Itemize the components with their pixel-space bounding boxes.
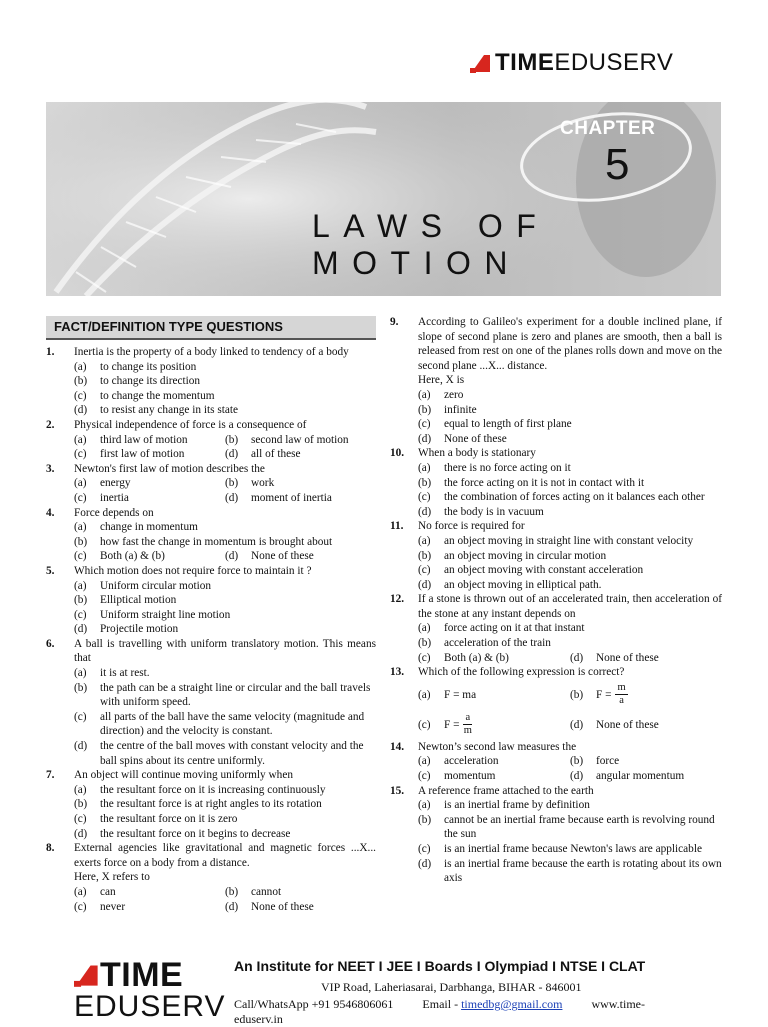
option-text: energy [100, 477, 131, 490]
option-letter: (c) [74, 448, 87, 461]
option-text: F = ma [444, 688, 477, 701]
option-text: Uniform circular motion [100, 579, 212, 592]
question-stem [390, 784, 722, 799]
option [418, 754, 570, 769]
option-letter: (c) [418, 491, 431, 504]
fraction-denominator: a [619, 695, 624, 707]
option-text: to resist any change in its state [100, 404, 239, 417]
option-letter: (a) [418, 688, 431, 701]
option-text: how fast the change in momentum is brought about [100, 535, 333, 548]
option-letter: (a) [74, 667, 87, 680]
option-text: Both (a) & (b) [444, 651, 509, 664]
option-text: is an inertial frame by definition [444, 799, 590, 812]
option [46, 710, 376, 739]
option-letter: (a) [418, 755, 431, 768]
question-text: Which motion does not require force to maintain it ? [74, 564, 312, 577]
question-item [390, 519, 722, 592]
question-item [46, 564, 376, 637]
questions-right-column [390, 315, 722, 886]
question-number: 4. [46, 506, 55, 519]
option-letter: (d) [570, 718, 584, 731]
fraction [463, 712, 472, 737]
question-item [390, 315, 722, 446]
option-letter: (b) [225, 477, 239, 490]
option-text: None of these [251, 900, 314, 913]
question-stem [46, 506, 376, 521]
option-letter: (b) [418, 476, 432, 489]
footer-logo-top [74, 958, 226, 992]
option-text: Uniform straight line motion [100, 608, 231, 621]
option [570, 754, 722, 769]
option-pair [390, 651, 722, 666]
formula-lhs: F = [596, 688, 612, 701]
question-number: 13. [390, 666, 405, 679]
option-letter: (d) [74, 404, 88, 417]
option [390, 403, 722, 418]
option [74, 900, 225, 915]
option [390, 563, 722, 578]
question-text: An object will continue moving uniformly when [74, 769, 293, 782]
option [46, 608, 376, 623]
option-text: equal to length of first plane [444, 418, 572, 431]
option-text: the combination of forces acting on it balances each other [444, 491, 705, 504]
option-text: None of these [444, 432, 507, 445]
option-text: the body is in vacuum [444, 505, 544, 518]
option-text: the resultant force on it is increasing continuously [100, 783, 326, 796]
option-text: zero [444, 388, 464, 401]
option-text: is an inertial frame because the earth is rotating about its own axis [444, 857, 722, 885]
option-letter: (a) [74, 579, 87, 592]
option-pair [46, 433, 376, 448]
question-stem [46, 345, 376, 360]
option-letter: (d) [74, 740, 88, 753]
question-stem [390, 519, 722, 534]
option-letter: (b) [418, 403, 432, 416]
question-stem [46, 564, 376, 579]
option-text: second law of motion [251, 433, 349, 446]
option-text: to change its position [100, 360, 197, 373]
fraction-denominator: m [463, 725, 472, 737]
footer-logo-bottom: EDUSERV [74, 990, 226, 1023]
brand-name-bold: TIME [495, 49, 555, 76]
option [390, 388, 722, 403]
option [46, 739, 376, 768]
option-letter: (b) [74, 535, 88, 548]
option [225, 447, 376, 462]
option-text: the resultant force on it begins to decrease [100, 827, 291, 840]
formula-lhs: F = [444, 718, 460, 731]
option-letter: (d) [225, 550, 239, 563]
option-text: change in momentum [100, 521, 198, 534]
option-letter: (c) [418, 651, 431, 664]
option-letter: (c) [418, 718, 431, 731]
footer-contact [234, 997, 714, 1027]
option [46, 535, 376, 550]
option-text: an object moving in elliptical path. [444, 578, 602, 591]
option [570, 682, 722, 707]
question-number: 9. [390, 316, 399, 328]
option-letter: (b) [225, 433, 239, 446]
option-text: all of these [251, 448, 301, 461]
question-text: According to Galileo's experiment for a double inclined plane, if slope of second plane is zero and planes are smooth, then a ball is released from rest on one of the planes rolls down and move on the second plane ...X... distance. [418, 316, 722, 372]
question-number: 2. [46, 418, 55, 431]
question-number: 1. [46, 346, 55, 358]
option-text: third law of motion [100, 433, 188, 446]
fraction-numerator: a [465, 712, 471, 724]
option [390, 813, 722, 842]
option-text: the centre of the ball moves with constant velocity and the ball spins about its centre uniformly. [100, 740, 364, 767]
question-stem [390, 446, 722, 461]
question-number: 14. [390, 740, 405, 753]
option-text: the resultant force on it is zero [100, 813, 238, 825]
option [390, 505, 722, 520]
question-number: 11. [390, 520, 404, 533]
question-text: Which of the following expression is correct? [418, 666, 625, 679]
option-letter: (a) [74, 477, 87, 490]
option-pair [46, 549, 376, 564]
footer-email-link[interactable]: timedbg@gmail.com [461, 997, 563, 1011]
option-text: moment of inertia [251, 491, 332, 504]
fraction-numerator: m [617, 682, 626, 694]
option [225, 433, 376, 448]
option-letter: (a) [74, 433, 87, 446]
option-text: acceleration of the train [444, 637, 551, 650]
option [418, 688, 570, 703]
question-item [46, 841, 376, 914]
option-letter: (a) [418, 534, 431, 547]
option-letter: (a) [418, 799, 431, 812]
option [418, 769, 570, 784]
question-item [46, 637, 376, 768]
chapter-title: LAWS OF MOTION [312, 208, 550, 281]
option [46, 812, 376, 827]
option-text: None of these [596, 718, 659, 731]
option [46, 579, 376, 594]
option-letter: (a) [74, 783, 87, 796]
option-letter: (d) [418, 857, 432, 870]
option [225, 900, 376, 915]
chapter-number: 5 [605, 140, 630, 189]
option-text: force acting on it at that instant [444, 622, 585, 635]
option-pair [46, 447, 376, 462]
option [225, 476, 376, 491]
footer-logo [74, 958, 226, 1022]
option [74, 476, 225, 491]
option [46, 827, 376, 842]
option [390, 798, 722, 813]
option-text: angular momentum [596, 770, 685, 783]
option [46, 389, 376, 404]
option-letter: (d) [225, 491, 239, 504]
section-heading: FACT/DEFINITION TYPE QUESTIONS [46, 316, 376, 340]
option-letter: (d) [225, 448, 239, 461]
option-text: momentum [444, 770, 496, 783]
option-letter: (d) [74, 827, 88, 840]
option [46, 783, 376, 798]
option-letter: (a) [418, 461, 431, 474]
option [74, 549, 225, 564]
option-text: None of these [596, 651, 659, 664]
option-text: cannot be an inertial frame because earth is revolving round the sun [444, 813, 715, 841]
option-letter: (b) [74, 681, 88, 694]
option-text: the resultant force is at right angles to its rotation [100, 798, 322, 811]
option-letter: (b) [74, 594, 88, 607]
footer-address: VIP Road, Laheriasarai, Darbhanga, BIHAR - 846001 [321, 980, 582, 994]
option [570, 651, 722, 666]
question-stem [390, 315, 722, 373]
question-number: 15. [390, 784, 405, 797]
option-letter: (c) [74, 900, 87, 913]
option-text: acceleration [444, 755, 499, 768]
option-letter: (b) [570, 688, 584, 701]
brand-mark-icon [470, 52, 492, 74]
option-letter: (d) [225, 900, 239, 913]
footer-tagline: An Institute for NEET I JEE I Boards I Olympiad I NTSE I CLAT [234, 958, 646, 974]
option [74, 447, 225, 462]
brand-logo [470, 48, 673, 78]
option-pair [46, 491, 376, 506]
option [46, 681, 376, 710]
option [74, 885, 225, 900]
option [418, 712, 570, 737]
question-number: 12. [390, 593, 405, 606]
option [390, 417, 722, 432]
option-pair [46, 885, 376, 900]
footer-phone: Call/WhatsApp +91 9546806061 [234, 997, 394, 1011]
option-text: work [251, 477, 275, 490]
option-letter: (b) [74, 798, 88, 811]
option-letter: (c) [418, 770, 431, 783]
option [390, 857, 722, 886]
brand-name-light: EDUSERV [554, 49, 674, 76]
option [46, 403, 376, 418]
option [46, 360, 376, 375]
option-text: an object moving in circular motion [444, 549, 607, 562]
question-text: Physical independence of force is a consequence of [74, 418, 307, 431]
option [225, 549, 376, 564]
option-letter: (a) [74, 885, 87, 898]
option-text: all parts of the ball have the same velocity (magnitude and direction) and the velocity is constant. [100, 710, 365, 738]
question-item [46, 418, 376, 462]
option-text: the path can be a straight line or circular and the ball travels with uniform speed. [100, 681, 371, 709]
option-pair [390, 754, 722, 769]
footer [46, 950, 721, 1024]
option-letter: (c) [418, 418, 431, 431]
option-text: force [596, 755, 620, 768]
question-number: 6. [46, 637, 55, 650]
question-item [390, 784, 722, 886]
question-number: 7. [46, 769, 55, 782]
option-pair [390, 769, 722, 784]
option [570, 769, 722, 784]
option-letter: (c) [74, 389, 87, 402]
question-item [46, 345, 376, 418]
option [418, 651, 570, 666]
question-text: External agencies like gravitational and magnetic forces ...X... exerts force on a body from a distance. [74, 842, 376, 869]
question-text: Force depends on [74, 506, 154, 519]
question-stem [46, 462, 376, 477]
option [225, 885, 376, 900]
brand-mark-icon [74, 962, 100, 988]
question-stem [46, 768, 376, 783]
footer-email-label: Email - [422, 997, 462, 1011]
option-text: Elliptical motion [100, 594, 177, 607]
option-letter: (b) [418, 813, 432, 826]
formula-row [390, 710, 722, 740]
option-text: to change the momentum [100, 389, 215, 402]
option-letter: (d) [418, 578, 432, 591]
option-letter: (a) [418, 622, 431, 635]
option-letter: (c) [74, 491, 87, 504]
option [390, 621, 722, 636]
question-item [390, 446, 722, 519]
option-letter: (c) [418, 843, 431, 855]
option-letter: (d) [570, 651, 584, 664]
option-text: first law of motion [100, 448, 185, 461]
option [46, 593, 376, 608]
option-letter: (d) [570, 770, 584, 783]
option-letter: (c) [74, 550, 87, 563]
option-text: Projectile motion [100, 623, 179, 636]
option-letter: (a) [74, 360, 87, 373]
option-letter: (b) [74, 375, 88, 388]
option [390, 842, 722, 857]
option [225, 491, 376, 506]
option-pair [46, 900, 376, 915]
question-item [390, 665, 722, 740]
option-letter: (c) [74, 710, 87, 723]
question-stem [390, 665, 722, 680]
fraction [615, 682, 627, 707]
option [74, 491, 225, 506]
option-letter: (d) [418, 432, 432, 445]
footer-logo-time: TIME [100, 956, 184, 994]
option-text: cannot [251, 885, 282, 898]
option-text: None of these [251, 550, 314, 563]
option [390, 636, 722, 651]
question-number: 10. [390, 447, 405, 460]
option [390, 476, 722, 491]
question-number: 3. [46, 462, 55, 475]
option-letter: (d) [74, 623, 88, 636]
option-letter: (c) [74, 813, 87, 825]
questions-left-column [46, 345, 376, 914]
question-item [46, 506, 376, 564]
option-text: an object moving in straight line with constant velocity [444, 534, 694, 547]
option-text: Both (a) & (b) [100, 550, 165, 563]
option-letter: (c) [74, 608, 87, 621]
option-letter: (b) [418, 637, 432, 650]
question-text: A ball is travelling with uniform translatory motion. This means that [74, 637, 376, 665]
question-text: Newton’s second law measures the [418, 740, 577, 753]
question-stem [46, 841, 376, 870]
option [46, 374, 376, 389]
question-text: When a body is stationary [418, 447, 536, 460]
formula-row [390, 680, 722, 710]
option-text: inertia [100, 491, 129, 504]
option [390, 534, 722, 549]
question-placeholder-note: Here, X refers to [74, 871, 150, 884]
option [390, 461, 722, 476]
question-text: No force is required for [418, 520, 525, 533]
option-text: to change its direction [100, 375, 201, 388]
option-text: the force acting on it is not in contact with it [444, 476, 645, 489]
question-item [46, 462, 376, 506]
option-text: it is at rest. [100, 667, 150, 680]
option-letter: (b) [570, 755, 584, 768]
option-letter: (a) [74, 521, 87, 534]
question-item [390, 592, 722, 665]
option [570, 718, 722, 733]
footer-website[interactable]: www.time-eduserv.in [234, 997, 645, 1026]
question-stem [390, 740, 722, 755]
question-number: 8. [46, 842, 55, 855]
question-stem [390, 592, 722, 621]
option-text: there is no force acting on it [444, 461, 571, 474]
option-text: infinite [444, 403, 477, 416]
option [390, 578, 722, 593]
question-text: A reference frame attached to the earth [418, 784, 594, 797]
footer-email-wrap [422, 997, 562, 1011]
option-text: an object moving with constant acceleration [444, 564, 644, 577]
option-letter: (b) [418, 549, 432, 562]
question-number: 5. [46, 564, 55, 577]
option [390, 490, 722, 505]
option [46, 666, 376, 681]
option [46, 520, 376, 535]
option-letter: (d) [418, 505, 432, 518]
option-letter: (b) [225, 885, 239, 898]
question-text: If a stone is thrown out of an accelerated train, then acceleration of the stone at any instant depends on [418, 593, 722, 620]
question-text: Newton's first law of motion describes the [74, 462, 265, 475]
option-text: can [100, 885, 116, 898]
option [74, 433, 225, 448]
question-text: Inertia is the property of a body linked to tendency of a body [74, 346, 349, 358]
question-item [46, 768, 376, 841]
question-stem [46, 637, 376, 666]
question-item [390, 740, 722, 784]
question-stem [46, 418, 376, 433]
option-pair [46, 476, 376, 491]
option-text: never [100, 900, 126, 913]
option-letter: (a) [418, 388, 431, 401]
option [390, 549, 722, 564]
option-text: is an inertial frame because Newton's laws are applicable [444, 843, 702, 855]
option [46, 622, 376, 637]
question-placeholder-note: Here, X is [418, 374, 465, 387]
chapter-label: CHAPTER [560, 118, 656, 139]
option [390, 432, 722, 447]
option-letter: (c) [418, 564, 431, 577]
option [46, 797, 376, 812]
